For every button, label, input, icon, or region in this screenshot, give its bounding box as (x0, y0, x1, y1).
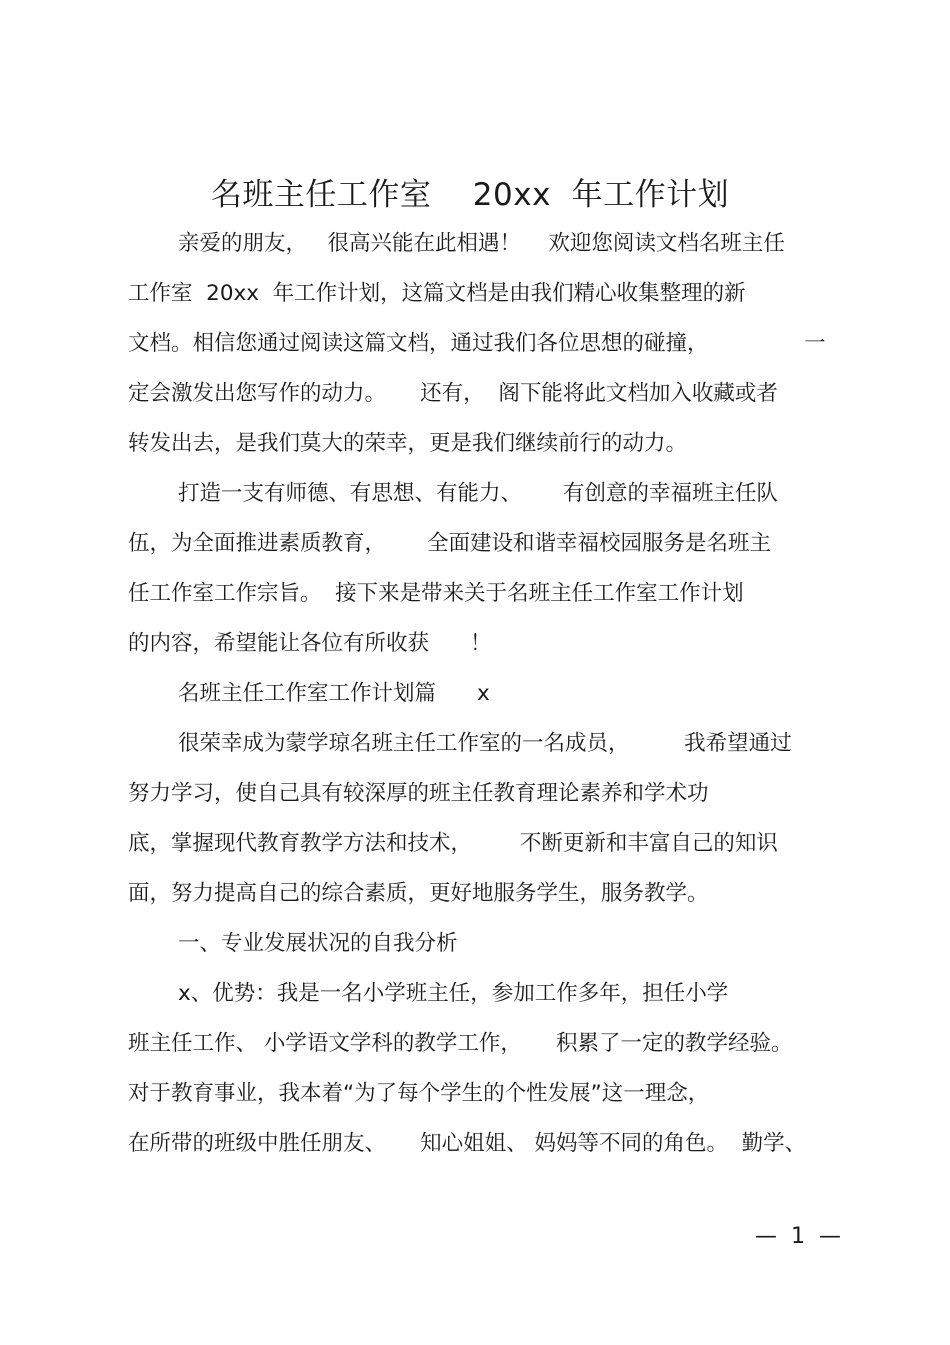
paragraph-line: 对于教育事业，我本着“为了每个学生的个性发展”这一理念， (128, 1081, 710, 1106)
paragraph-line: 努力学习，使自己具有较深厚的班主任教育理论素养和学术功 (128, 781, 709, 806)
paragraph-line: 伍，为全面推进素质教育， 全面建设和谐幸福校园服务是名班主 (128, 531, 772, 556)
paragraph-line: 转发出去，是我们莫大的荣幸，更是我们继续前行的动力。 (128, 431, 688, 456)
paragraph-line: 亲爱的朋友， 很高兴能在此相遇！ 欢迎您阅读文档名班主任 (178, 231, 785, 256)
section-heading: 名班主任工作室工作计划篇 x (178, 681, 490, 706)
paragraph-line: 很荣幸成为蒙学琼名班主任工作室的一名成员， 我希望通过 (178, 731, 792, 756)
paragraph-line: 定会激发出您写作的动力。 还有， 阁下能将此文档加入收藏或者 (128, 381, 778, 406)
paragraph-line: 面，努力提高自己的综合素质，更好地服务学生，服务教学。 (128, 881, 709, 906)
paragraph-line: 工作室 20xx 年工作计划，这篇文档是由我们精心收集整理的新 (128, 281, 746, 306)
paragraph-line: 文档。相信您通过阅读这篇文档，通过我们各位思想的碰撞， 一 (128, 331, 826, 356)
paragraph-line: 在所带的班级中胜任朋友、 知心姐姐、 妈妈等不同的角色。 勤学、 (128, 1131, 807, 1156)
paragraph-line: 班主任工作、 小学语文学科的教学工作， 积累了一定的教学经验。 (128, 1031, 793, 1056)
paragraph-line: 的内容，希望能让各位有所收获 ！ (128, 631, 492, 656)
paragraph-line: 任工作室工作宗旨。 接下来是带来关于名班主任工作室工作计划 (128, 581, 744, 606)
page-number: — 1 — (755, 1224, 841, 1249)
paragraph-line: 打造一支有师德、有思想、有能力、 有创意的幸福班主任队 (178, 481, 779, 506)
paragraph-line: x、优势：我是一名小学班主任，参加工作多年，担任小学 (178, 981, 729, 1006)
section-heading: 一、专业发展状况的自我分析 (178, 931, 458, 956)
document-title: 名班主任工作室 20xx 年工作计划 (210, 177, 730, 213)
paragraph-line: 底，掌握现代教育教学方法和技术， 不断更新和丰富自己的知识 (128, 831, 778, 856)
